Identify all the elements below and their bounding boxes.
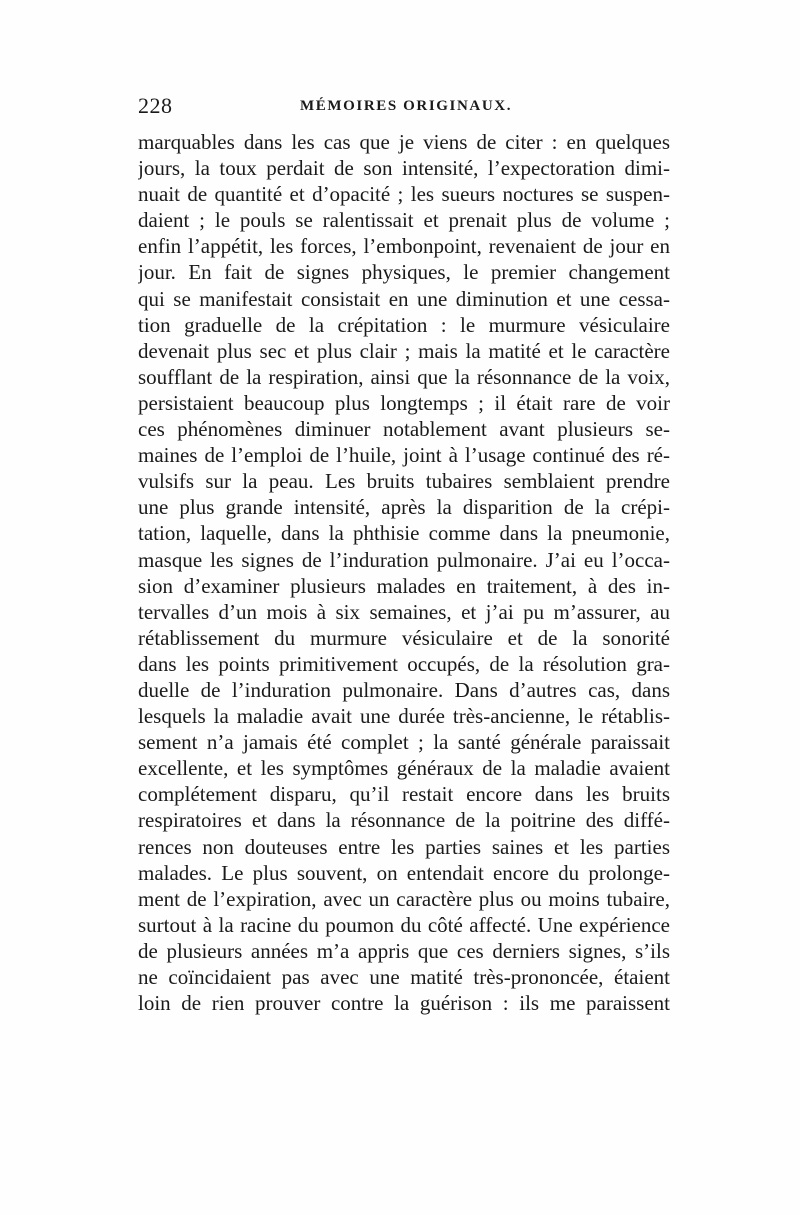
text-line: sion d’examiner plusieurs malades en traitement, à des in- [138,573,670,598]
body-text [138,129,670,1016]
text-line: qui se manifestait consistait en une diminution et une cessa- [138,286,670,311]
text-line: complétement disparu, qu’il restait encore dans les bruits [138,782,670,807]
text-line: nuait de quantité et d’opacité ; les sueurs noctures se suspen- [138,182,670,207]
page-number: 228 [138,93,173,118]
text-line: tion graduelle de la crépitation : le murmure vésiculaire [138,312,670,337]
text-line: persistaient beaucoup plus longtemps ; il était rare de voir [138,390,670,415]
text-line: ces phénomènes diminuer notablement avant plusieurs se- [138,417,670,442]
text-line: daient ; le pouls se ralentissait et prenait plus de volume ; [138,208,670,233]
text-line: lesquels la maladie avait une durée très-ancienne, le rétablis- [138,704,670,729]
text-line: rences non douteuses entre les parties saines et les parties [138,834,670,859]
text-line: jours, la toux perdait de son intensité, l’expectoration dimi- [138,156,670,181]
text-line: ment de l’expiration, avec un caractère plus ou moins tubaire, [138,886,670,911]
text-line: marquables dans les cas que je viens de citer : en quelques [138,130,670,154]
text-line: malades. Le plus souvent, on entendait encore du prolonge- [138,860,670,885]
text-line: masque les signes de l’induration pulmonaire. J’ai eu l’occa- [138,547,670,572]
running-header [138,91,668,121]
text-line: soufflant de la respiration, ainsi que la résonnance de la voix, [138,364,670,389]
text-line: loin de rien prouver contre la guérison : ils me paraissent [138,991,670,1016]
text-line: dans les points primitivement occupés, de la résolution gra- [138,651,670,676]
text-line: enfin l’appétit, les forces, l’embonpoint, revenaient de jour en [138,234,670,259]
text-line: ne coïncidaient pas avec une matité très-prononcée, étaient [138,965,670,989]
text-line: rétablissement du murmure vésiculaire et de la sonorité [138,625,670,650]
text-line: tation, laquelle, dans la phthisie comme dans la pneumonie, [138,521,670,546]
text-line: vulsifs sur la peau. Les bruits tubaires semblaient prendre [138,469,670,494]
running-title: MÉMOIRES ORIGINAUX. [300,98,513,114]
text-line: de plusieurs années m’a appris que ces derniers signes, s’ils [138,938,670,963]
text-line: respiratoires et dans la résonnance de la poitrine des diffé- [138,808,670,833]
text-line: surtout à la racine du poumon du côté affecté. Une expérience [138,912,670,937]
text-line: jour. En fait de signes physiques, le premier changement [138,260,670,285]
text-line: duelle de l’induration pulmonaire. Dans d’autres cas, dans [138,677,670,702]
text-line: maines de l’emploi de l’huile, joint à l’usage continué des ré- [138,443,670,468]
text-line: devenait plus sec et plus clair ; mais la matité et le caractère [138,338,670,363]
text-line: sement n’a jamais été complet ; la santé générale paraissait [138,730,670,755]
text-line: une plus grande intensité, après la disparition de la crépi- [138,495,670,520]
text-line: excellente, et les symptômes généraux de la maladie avaient [138,756,670,781]
text-line: tervalles d’un mois à six semaines, et j’ai pu m’assurer, au [138,599,670,624]
